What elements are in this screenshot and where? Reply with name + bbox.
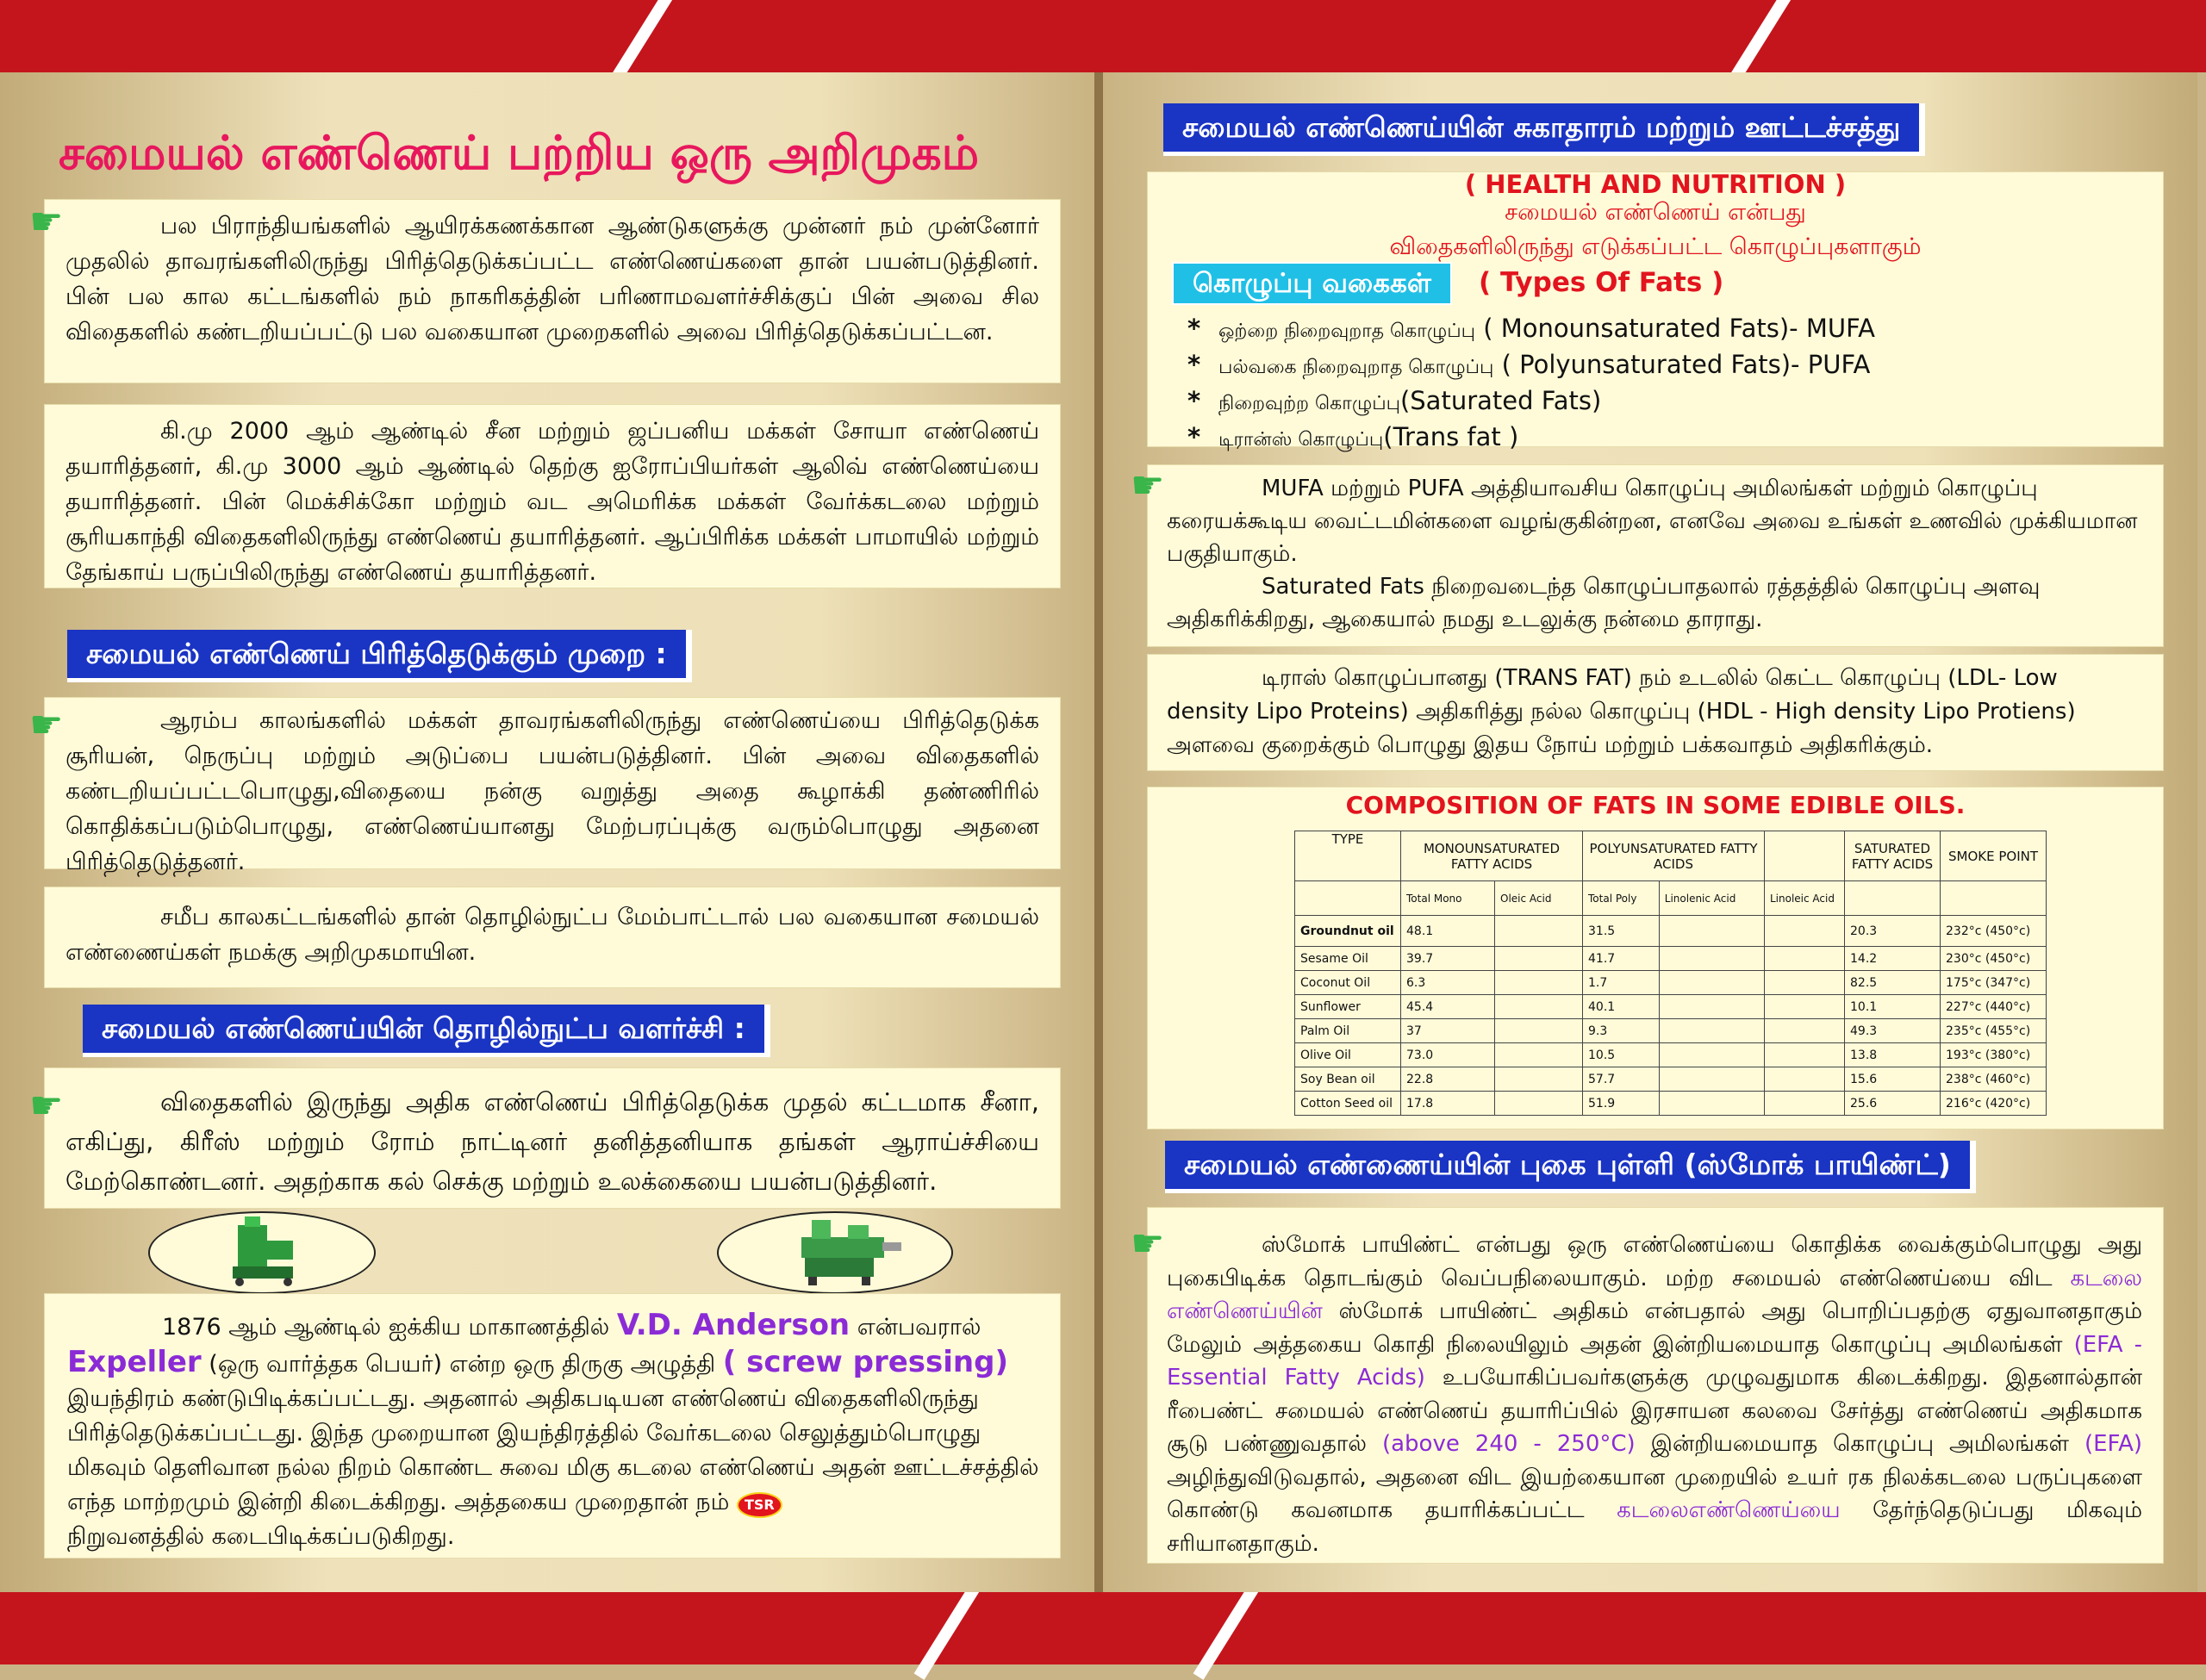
pointing-hand-icon: ☛ bbox=[29, 703, 64, 747]
mufa-box bbox=[1148, 465, 2163, 646]
table-row: Olive Oil 73.0 10.5 13.8 193°c (380°c) bbox=[1295, 1043, 2047, 1067]
pointing-hand-icon: ☛ bbox=[29, 200, 64, 244]
top-red-band bbox=[0, 0, 2206, 72]
technology-box bbox=[45, 1068, 1060, 1208]
fat-type-item: * நிறைவுற்ற கொழுப்பு(Saturated Fats) bbox=[1187, 386, 1602, 415]
smoke-point-paragraph: ஸ்மோக் பாயிண்ட் என்பது ஒரு எண்ணெய்யை கொதிக்க வைக்கும்பொழுது அது புகைபிடிக்க தொடங்கும் வெப்பநிலையாகும். மற்ற சமையல் எண்ணெய்யை விட கடலை எண்ணெய்யின் ஸ்மோக் பாயிண்ட் அதிகம் என்பதால் அது பொறிப்பதற்கு ஏதுவானதாகும் மேலும் அத்தகைய கொதி நிலையிலும் அதன் இன்றியமையாத கொழுப்பு அமிலங்கள் (EFA - Essential Fatty Acids) உபயோகிப்பவர்களுக்கு முழுவதுமாக கிடைக்கிறது. இதனால்தான் ரீபைண்ட் சமையல் எண்ணெய் தயாரிப்பில் இரசாயன கலவை சேர்த்து எண்ணெய் அதிகமாக சூடு பண்ணுவதால் (above 240 - 250°C) இன்றியமையாத கொழுப்பு அமிலங்கள் (EFA) அழிந்துவிடுவதால், அதனை விட இயற்கையான முறையில் உயர் ரக நிலக்கடலை பருப்புகளை கொண்டு கவனமாக தயாரிக்கப்பட்ட கடலைஎண்ணெய்யை தேர்ந்தெடுப்பது மிகவும் சரியானதாகும். bbox=[1167, 1232, 2143, 1557]
screw-pressing-term: ( screw pressing) bbox=[722, 1345, 1008, 1379]
extraction-paragraph-2: சமீப காலகட்டங்களில் தான் தொழில்நுட்ப மேம்பாட்டால் பல வகையான சமையல் எண்ணைய்கள் நமக்கு அறிமுகமாயின. bbox=[65, 904, 1039, 966]
intro-paragraph-2: கி.மு 2000 ஆம் ஆண்டில் சீன மற்றும் ஜப்பனிய மக்கள் சோயா எண்ணெய் தயாரித்தனர், கி.மு 3000 ஆம் ஆண்டில் தெற்கு ஐரோப்பியர்கள் ஆலிவ் எண்ணெய்யை தயாரித்தனர். பின் மெக்சிக்கோ மற்றும் வட அமெரிக்க மக்கள் வேர்க்கடலை மற்றும் சூரியகாந்தி விதைகளிலிருந்து எண்ணெய் தயாரித்தனர். ஆப்பிரிக்க மக்கள் பாமாயில் மற்றும் தேங்காய் பருப்பிலிருந்து எண்ணெய் தயாரித்தனர். bbox=[65, 418, 1039, 586]
fat-type-item: * டிரான்ஸ் கொழுப்பு(Trans fat ) bbox=[1187, 422, 1519, 451]
subheader-linoleic: Linoleic Acid bbox=[1765, 881, 1845, 916]
oil-expeller-machine-image-1 bbox=[148, 1211, 376, 1294]
subheader-oleic: Oleic Acid bbox=[1495, 881, 1583, 916]
table-row: Soy Bean oil 22.8 57.7 15.6 238°c (460°c) bbox=[1295, 1067, 2047, 1092]
subheader-total-poly: Total Poly bbox=[1583, 881, 1660, 916]
extraction-box-2 bbox=[45, 887, 1060, 987]
health-line-1: சமையல் எண்ணெய் என்பது bbox=[1505, 199, 1806, 226]
intro-box-1 bbox=[45, 200, 1060, 383]
types-of-fats-label: கொழுப்பு வகைகள் bbox=[1172, 262, 1452, 305]
header-type: TYPE bbox=[1295, 831, 1401, 881]
anderson-name: V.D. Anderson bbox=[616, 1308, 851, 1342]
health-heading: சமையல் எண்ணெய்யின் சுகாதாரம் மற்றும் ஊட்டச்சத்து bbox=[1163, 103, 1925, 156]
header-saturated: SATURATED FATTY ACIDS bbox=[1845, 831, 1941, 881]
table-row: Sesame Oil 39.7 41.7 14.2 230°c (450°c) bbox=[1295, 947, 2047, 971]
technology-heading: சமையல் எண்ணெய்யின் தொழில்நுட்ப வளர்ச்சி : bbox=[83, 1005, 770, 1057]
fat-composition-table bbox=[1294, 831, 2047, 1116]
technology-paragraph: விதைகளில் இருந்து அதிக எண்ணெய் பிரித்தெடுக்க முதல் கட்டமாக சீனா, எகிப்து, கிரீஸ் மற்றும் ரோம் நாட்டினர் தனித்தனியாக தங்கள் ஆராய்ச்சியை மேற்கொண்டனர். அதற்காக கல் செக்கு மற்றும் உலக்கையை பயன்படுத்தினர். bbox=[65, 1087, 1039, 1196]
header-smoke-point: SMOKE POINT bbox=[1941, 831, 2047, 881]
extraction-box-1 bbox=[45, 698, 1060, 875]
pointing-hand-icon: ☛ bbox=[29, 1084, 64, 1128]
table-row: Sunflower 45.4 40.1 10.1 227°c (440°c) bbox=[1295, 995, 2047, 1019]
expeller-term: Expeller bbox=[67, 1345, 202, 1379]
extraction-heading: சமையல் எண்ணெய் பிரித்தெடுக்கும் முறை : bbox=[67, 630, 692, 682]
fat-type-item: * பல்வகை நிறைவுறாத கொழுப்பு ( Polyunsaturated Fats)- PUFA bbox=[1187, 350, 1871, 379]
bottom-red-band bbox=[0, 1592, 2206, 1664]
smoke-point-box bbox=[1148, 1208, 2163, 1563]
subheader-total-mono: Total Mono bbox=[1401, 881, 1495, 916]
header-mono: MONOUNSATURATED FATTY ACIDS bbox=[1401, 831, 1583, 881]
expeller-machine-icon bbox=[150, 1213, 374, 1292]
table-header-row bbox=[1295, 831, 2047, 881]
pointing-hand-icon: ☛ bbox=[1131, 1222, 1165, 1266]
trans-fat-paragraph: டிராஸ் கொழுப்பானது (TRANS FAT) நம் உடலில் கெட்ட கொழுப்பு (LDL- Low density Lipo Proteins) அதிகரித்து நல்ல கொழுப்பு (HDL - High density Lipo Protiens) அளவை குறைக்கும் பொழுது இதய நோய் மற்றும் பக்கவாதம் அதிகரிக்கும். bbox=[1167, 665, 2076, 758]
extraction-paragraph-1: ஆரம்ப காலங்களில் மக்கள் தாவரங்களிலிருந்து எண்ணெய்யை பிரித்தெடுக்க சூரியன், நெருப்பு மற்றும் அடுப்பை பயன்படுத்தினர். பின் அவை விதைகளில் கண்டறியப்பட்டபொழுது,விதையை நன்கு வறுத்து அதை கூழாக்கி தண்ணிரில் கொதிக்கப்படும்பொழுது, எண்ணெய்யானது மேற்பரப்புக்கு வரும்பொழுது அதனை பிரித்தெடுத்தனர். bbox=[65, 707, 1039, 875]
subheader-linolenic: Linolenic Acid bbox=[1659, 881, 1764, 916]
anderson-box bbox=[45, 1294, 1060, 1558]
trans-fat-box bbox=[1148, 655, 2163, 770]
fat-type-item: * ஒற்றை நிறைவுறாத கொழுப்பு ( Monounsaturated Fats)- MUFA bbox=[1187, 314, 1875, 343]
table-row: Coconut Oil 6.3 1.7 82.5 175°c (347°c) bbox=[1295, 971, 2047, 995]
intro-paragraph-1: பல பிராந்தியங்களில் ஆயிரக்கணக்கான ஆண்டுகளுக்கு முன்னர் நம் முன்னோர் முதலில் தாவரங்களிலிருந்து பிரித்தெடுக்கப்பட்ட எண்ணெய்களை தான் பயன்படுத்தினர். பின் பல கால கட்டங்களில் நம் நாகரிகத்தின் பரிணாமவளர்ச்சிக்குப் பின் அவை சில விதைகளில் கண்டறியப்பட்டு பல வகையான முறைகளில் அவை பிரித்தெடுக்கப்பட்டன. bbox=[65, 213, 1039, 345]
page-title: சமையல் எண்ணெய் பற்றிய ஒரு அறிமுகம் bbox=[59, 126, 980, 180]
oil-expeller-machine-image-2 bbox=[717, 1211, 953, 1294]
tsr-logo: TSR bbox=[737, 1492, 782, 1518]
health-line-2: விதைகளிலிருந்து எடுக்கப்பட்ட கொழுப்புகளாகும் bbox=[1389, 233, 1922, 260]
table-row: Groundnut oil 48.1 31.5 20.3 232°c (450°c) bbox=[1295, 916, 2047, 947]
table-subheader-row bbox=[1295, 881, 2047, 916]
header-blank bbox=[1765, 831, 1845, 881]
table-row: Cotton Seed oil 17.8 51.9 25.6 216°c (420°c) bbox=[1295, 1092, 2047, 1116]
pointing-hand-icon: ☛ bbox=[1131, 464, 1165, 507]
page-fold bbox=[1094, 72, 1103, 1592]
smoke-point-heading: சமையல் எண்ணைய்யின் புகை புள்ளி (ஸ்மோக் பாயிண்ட்) bbox=[1165, 1141, 1976, 1193]
health-english: ( HEALTH AND NUTRITION ) bbox=[1464, 170, 1847, 199]
intro-box-2 bbox=[45, 405, 1060, 588]
composition-title: COMPOSITION OF FATS IN SOME EDIBLE OILS. bbox=[1345, 791, 1966, 819]
types-of-fats-english: ( Types Of Fats ) bbox=[1479, 267, 1724, 298]
mufa-paragraph: MUFA மற்றும் PUFA அத்தியாவசிய கொழுப்பு அமிலங்கள் மற்றும் கொழுப்பு கரையக்கூடிய வைட்டமின்களை வழங்குகின்றன, எனவே அவை உங்கள் உணவில் முக்கியமான பகுதியாகும். Saturated Fats நிறைவடைந்த கொழுப்பாதலால் ரத்தத்தில் கொழுப்பு அளவு அதிகரிக்கிறது, ஆகையால் நமது உடலுக்கு நன்மை தாராது. bbox=[1167, 476, 2138, 632]
anderson-paragraph: 1876 ஆம் ஆண்டில் ஐக்கிய மாகாணத்தில் V.D. Anderson என்பவரால் Expeller (ஒரு வார்த்தக பெயர்) என்ற ஒரு திருகு அழுத்தி ( screw pressing) இயந்திரம் கண்டுபிடிக்கப்பட்டது. அதனால் அதிகபடியன எண்ணெய் விதைகளிலிருந்து பிரித்தெடுக்கப்பட்டது. இந்த முறையான இயந்திரத்தில் வேர்கடலை செலுத்தும்பொழுது மிகவும் தெளிவான நல்ல நிறம் கொண்ட சுவை மிகு கடலை எண்ணெய் அதன் ஊட்டச்சத்தில் எந்த மாற்றமும் இன்றி கிடைக்கிறது. அத்தகைய முறைதான் நம் TSR நிறுவனத்தில் கடைபிடிக்கப்படுகிறது. bbox=[67, 1308, 1039, 1550]
header-poly: POLYUNSATURATED FATTY ACIDS bbox=[1583, 831, 1765, 881]
fat-types-list bbox=[1187, 312, 1875, 457]
screw-press-machine-icon bbox=[719, 1213, 951, 1292]
table-row: Palm Oil 37 9.3 49.3 235°c (455°c) bbox=[1295, 1019, 2047, 1043]
